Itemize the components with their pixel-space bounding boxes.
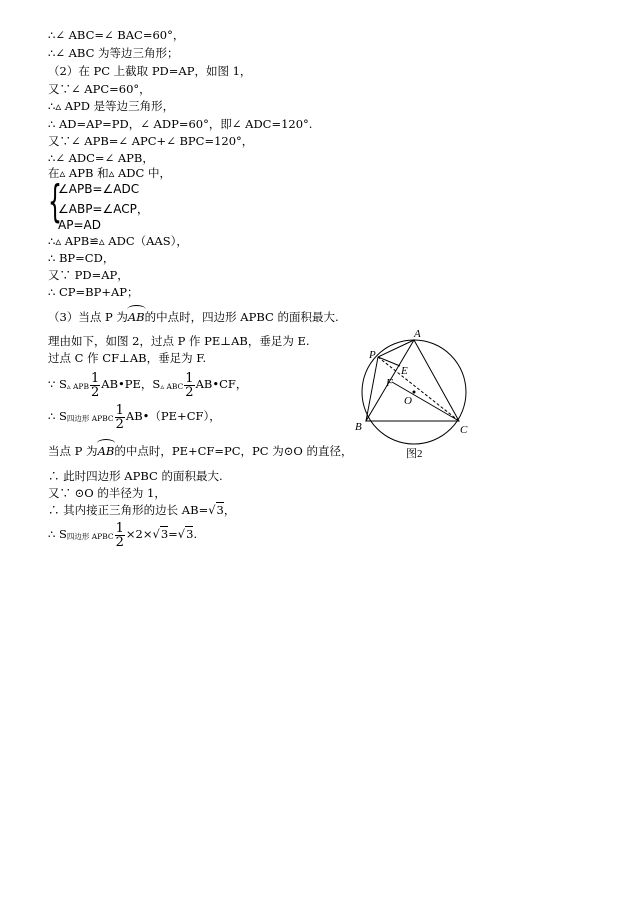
fraction-half	[184, 372, 194, 399]
text: =	[168, 527, 178, 541]
line-5: ∴▵ APD 是等边三角形，	[48, 99, 175, 113]
line-22	[48, 503, 235, 517]
subscript: ▵ APB	[66, 382, 89, 391]
condition-1: ∠APB=∠ADC	[58, 182, 140, 196]
line-1: ∴∠ ABC=∠ BAC=60°，	[48, 28, 185, 42]
line-8: ∴∠ ADC=∠ APB，	[48, 151, 154, 165]
text: AB•PE，S	[101, 377, 161, 391]
condition-3: AP=AD	[58, 218, 101, 232]
arc-ab: AB	[127, 310, 145, 324]
text: 当点 P 为	[48, 444, 98, 458]
line-19	[48, 444, 352, 458]
denominator: 2	[90, 384, 100, 400]
numerator: 1	[115, 402, 124, 418]
text: AB•（PE+CF），	[125, 409, 221, 423]
line-4: 又∵∠ APC=60°，	[48, 82, 151, 96]
text: 的中点时，四边形 APBC 的面积最大.	[144, 310, 339, 324]
denominator: 2	[115, 416, 124, 432]
fraction-half	[115, 404, 125, 431]
text: ，	[223, 503, 236, 517]
segment-cf	[392, 382, 459, 421]
sqrt-sign: √	[152, 527, 160, 541]
subscript: 四边形 APBC	[66, 414, 114, 423]
line-16: 过点 C 作 CF⊥AB，垂足为 F.	[48, 351, 207, 365]
line-13: ∴ CP=BP+AP；	[48, 285, 139, 299]
line-14	[48, 310, 339, 324]
label-e: E	[401, 365, 408, 377]
sqrt-sign: √	[208, 503, 216, 517]
left-brace: {	[48, 176, 62, 227]
subscript: 四边形 APBC	[66, 532, 114, 541]
radicand: 3	[216, 503, 224, 517]
label-a: A	[414, 330, 421, 340]
line-18	[48, 402, 221, 433]
line-6: ∴ AD=AP=PD，∠ ADP=60°，即∠ ADC=120°.	[48, 117, 313, 131]
segment-pe	[378, 357, 400, 366]
line-23	[48, 520, 197, 551]
line-11: ∴ BP=CD，	[48, 251, 115, 265]
numerator: 1	[90, 370, 100, 386]
numerator: 1	[185, 370, 194, 386]
geometry-figure-2	[352, 330, 482, 470]
figure-caption: 图2	[406, 448, 423, 460]
radicand: 3	[160, 527, 169, 541]
label-p: P	[369, 349, 376, 361]
line-15: 理由如下，如图 2，过点 P 作 PE⊥AB，垂足为 E.	[48, 334, 310, 348]
label-o: O	[404, 395, 412, 407]
condition-2: ∠ABP=∠ACP，	[58, 202, 149, 216]
line-9: 在▵ APB 和▵ ADC 中，	[48, 166, 171, 180]
text: （3）当点 P 为	[48, 310, 128, 324]
text: ×2×	[125, 527, 153, 541]
line-17	[48, 370, 247, 401]
radicand: 3	[186, 527, 194, 541]
system-of-conditions	[48, 176, 208, 232]
line-7: 又∵∠ APB=∠ APC+∠ BPC=120°，	[48, 134, 254, 148]
line-12: 又∵ PD=AP，	[48, 268, 129, 282]
label-c: C	[460, 424, 468, 436]
line-2: ∴∠ ABC 为等边三角形；	[48, 46, 179, 60]
label-f: F	[386, 377, 393, 389]
text: AB•CF，	[195, 377, 248, 391]
line-3: （2）在 PC 上截取 PD=AP，如图 1，	[48, 64, 252, 78]
arc-ab: AB	[97, 444, 115, 458]
text: 的中点时，PE+CF=PC，PC 为⊙O 的直径，	[114, 444, 353, 458]
numerator: 1	[115, 520, 124, 536]
line-20: ∴ 此时四边形 APBC 的面积最大.	[48, 469, 223, 483]
label-b: B	[355, 421, 362, 433]
center-point	[413, 391, 416, 394]
text: ∴ 其内接正三角形的边长 AB=	[48, 503, 209, 517]
text: ∴ S	[48, 527, 67, 541]
sqrt-sign: √	[177, 527, 186, 541]
line-10: ∴▵ APB≌▵ ADC（AAS），	[48, 234, 188, 248]
text: .	[193, 527, 198, 541]
line-21: 又∵ ⊙O 的半径为 1，	[48, 486, 166, 500]
fraction-half	[115, 522, 125, 549]
text: ∴ S	[48, 409, 67, 423]
denominator: 2	[115, 534, 124, 550]
fraction-half	[90, 372, 100, 399]
subscript: ▵ ABC	[160, 382, 184, 391]
segment-pc	[378, 357, 459, 421]
text: ∵ S	[48, 377, 67, 391]
denominator: 2	[185, 384, 194, 400]
